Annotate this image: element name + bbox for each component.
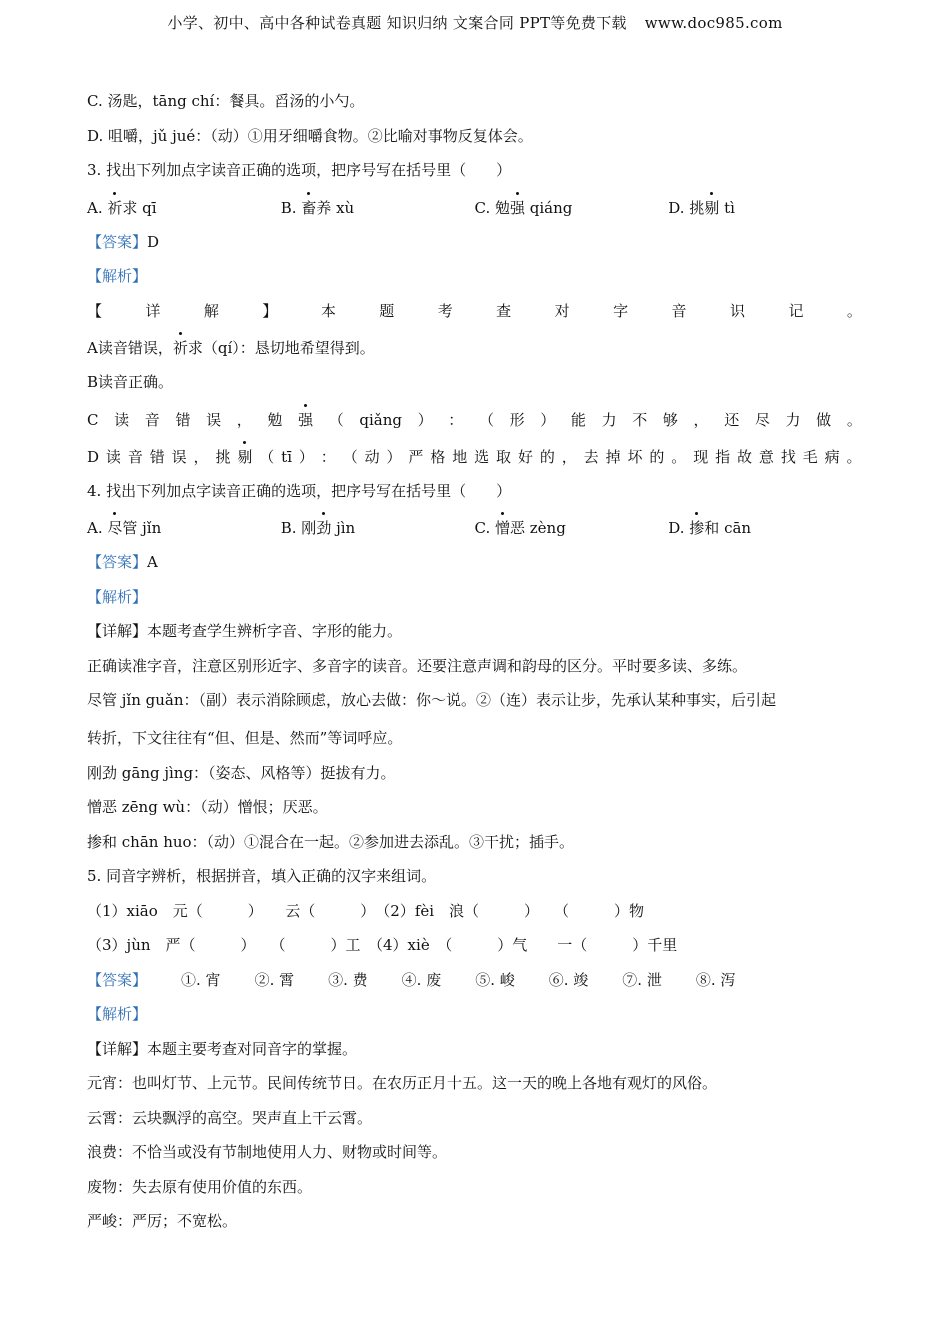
q5-explanation-4: 废物：失去原有使用价值的东西。 (87, 1177, 313, 1196)
q5-analysis-label: 【解析】 (87, 1005, 148, 1023)
glyph: 取 (496, 447, 512, 466)
answer-item: ③. 费 (328, 970, 368, 989)
glyph: 读 (105, 447, 121, 466)
q5-row-2: （3）jùn 严（ ） （ ）工 （4）xiè （ ）气 一（ ）千里 (87, 936, 678, 954)
glyph: 还 (724, 410, 740, 429)
q3-option-c: C. 勉强 qiáng (475, 188, 669, 225)
glyph: D (87, 447, 100, 466)
glyph: 误 (206, 410, 222, 429)
glyph: 错 (149, 447, 165, 466)
glyph: ， (236, 410, 252, 429)
answer-list (147, 963, 735, 998)
glyph: 识 (729, 301, 745, 320)
q3-option-a: A. 祈求 qī (87, 188, 281, 225)
glyph: ） (540, 410, 556, 429)
glyph: 音 (127, 447, 143, 466)
q4-option-a: A. 尽管 jǐn (87, 508, 281, 545)
dotted-char: 憎 (495, 508, 510, 548)
glyph: 字 (613, 301, 629, 320)
glyph: 指 (715, 447, 731, 466)
answer-item: ⑧. 泻 (695, 970, 736, 989)
q4-paragraph-5: 掺和 chān huo：（动）①混合在一起。②参加进去添乱。③干扰；插手。 (87, 832, 575, 851)
dotted-char: 剔 (704, 188, 719, 228)
detail-label: 【详解】 (87, 622, 148, 640)
glyph: ） (417, 410, 433, 429)
glyph: 格 (430, 447, 446, 466)
answer-label: 【答案】 (87, 232, 148, 251)
q3-explanation-d (87, 437, 862, 474)
glyph: C (87, 410, 99, 429)
glyph: 的 (539, 447, 555, 466)
q3-detail (87, 294, 862, 329)
glyph: 够 (662, 410, 678, 429)
glyph: 尽 (754, 410, 770, 429)
header-url[interactable]: www.doc985.com (644, 14, 783, 32)
detail-label: 【详解】 (87, 1039, 148, 1058)
answer-item: ②. 霄 (254, 970, 295, 989)
glyph: ， (693, 410, 709, 429)
glyph: 解 (203, 301, 219, 320)
dotted-char: 劲 (316, 508, 331, 548)
q4-paragraph-4: 憎恶 zēng wù：（动）憎恨；厌恶。 (87, 798, 328, 816)
q5-explanation-2: 云霄：云块飘浮的高空。哭声直上干云霄。 (87, 1108, 373, 1127)
glyph: 好 (517, 447, 533, 466)
q5-row-1: （1）xiāo 元（ ） 云（ ） （2）fèi 浪（ ） （ ）物 (87, 901, 645, 920)
answer-item: ⑤. 峻 (475, 970, 515, 989)
q4-options (87, 508, 862, 545)
glyph: 掉 (605, 447, 621, 466)
answer-item: ⑦. 泄 (622, 970, 662, 989)
glyph: 地 (452, 447, 468, 466)
q4-paragraph-1: 正确读准字音，注意区别形近字、多音字的读音。还要注意声调和韵母的区分。平时要多读、多练。 (87, 656, 748, 675)
glyph: 形 (509, 410, 525, 429)
glyph: 动 (364, 447, 380, 466)
glyph: 去 (583, 447, 599, 466)
q5-explanation-1: 元宵：也叫灯节、上元节。民间传统节日。在农历正月十五。这一天的晚上各地有观灯的风俗。 (87, 1074, 718, 1092)
glyph: 题 (379, 301, 395, 320)
glyph: 音 (671, 301, 687, 320)
glyph: 详 (145, 301, 161, 320)
glyph: 做 (816, 410, 832, 429)
dotted-char: 强 (510, 188, 525, 228)
glyph: 的 (649, 447, 665, 466)
detail-text: 本题考查学生辨析字音、字形的能力。 (147, 622, 403, 640)
q5-detail (87, 1032, 862, 1067)
glyph: 故 (737, 447, 753, 466)
glyph: 力 (601, 410, 617, 429)
q4-option-b: B. 刚劲 jìn (281, 508, 475, 545)
glyph: 勉 (267, 410, 283, 429)
q3-analysis-label: 【解析】 (87, 267, 148, 285)
glyph: （ (478, 410, 494, 429)
glyph: 音 (144, 410, 160, 429)
q3-stem: 3. 找出下列加点字读音正确的选项，把序号写在括号里（ ） (87, 161, 512, 179)
q4-option-d: D. 掺和 cān (668, 508, 862, 545)
glyph: 错 (175, 410, 191, 429)
dotted-char: 尽 (107, 508, 122, 548)
answer-label: 【答案】 (87, 553, 148, 571)
glyph: （ (259, 447, 275, 466)
glyph: 剔 (237, 437, 252, 474)
glyph: tī (281, 447, 292, 466)
q4-answer (87, 545, 862, 580)
glyph: （ (342, 447, 358, 466)
q4-option-c: C. 憎恶 zèng (475, 508, 669, 545)
glyph: 意 (758, 447, 774, 466)
glyph: 病 (824, 447, 840, 466)
glyph: 强 (298, 400, 313, 437)
glyph: ， (561, 447, 577, 466)
q3-option-b: B. 畜养 xù (281, 188, 475, 225)
detail-text: 本题主要考查对同音字的掌握。 (147, 1039, 358, 1058)
glyph: 能 (570, 410, 586, 429)
page-header (0, 12, 950, 33)
glyph: 严 (408, 447, 424, 466)
glyph: ： (320, 447, 336, 466)
glyph: 查 (496, 301, 512, 320)
glyph: qiǎng (359, 410, 402, 429)
glyph: 毛 (802, 447, 818, 466)
q5-explanation-3: 浪费：不恰当或没有节制地使用人力、财物或时间等。 (87, 1143, 448, 1161)
q4-paragraph-3: 刚劲 gāng jìng：（姿态、风格等）挺拔有力。 (87, 763, 396, 782)
glyph: 。 (671, 447, 687, 466)
glyph: 。 (846, 447, 862, 466)
glyph: 本 (320, 301, 336, 320)
dotted-char: 畜 (301, 188, 316, 228)
q3-explanation-b: B读音正确。 (87, 373, 174, 391)
glyph: 不 (632, 410, 648, 429)
glyph: 坏 (627, 447, 643, 466)
answer-value: D (147, 232, 160, 251)
glyph: 现 (693, 447, 709, 466)
q2-option-c-explanation: C. 汤匙，tāng chí：餐具。舀汤的小勺。 (87, 92, 365, 110)
dotted-char: 掺 (689, 508, 704, 548)
q2-option-d-explanation: D. 咀嚼，jǔ jué：（动）①用牙细嚼食物。②比喻对事物反复体会。 (87, 126, 533, 145)
glyph: 找 (780, 447, 796, 466)
glyph: 读 (114, 410, 130, 429)
glyph: （ (328, 410, 344, 429)
q4-detail (87, 614, 862, 649)
glyph: 【 (87, 301, 103, 320)
answer-item: ④. 废 (401, 970, 442, 989)
q3-option-d: D. 挑剔 tì (668, 188, 862, 225)
glyph: 对 (554, 301, 570, 320)
dotted-char: 祈 (173, 328, 188, 368)
glyph: ： (448, 410, 464, 429)
q4-stem: 4. 找出下列加点字读音正确的选项，把序号写在括号里（ ） (87, 481, 512, 500)
glyph: ） (386, 447, 402, 466)
glyph: ） (298, 447, 314, 466)
q4-paragraph-2a: 尽管 jǐn guǎn：（副）表示消除顾虑，放心去做：你～说。②（连）表示让步，先承认某种事实，后引起 (87, 691, 777, 709)
q3-explanation-c (87, 400, 862, 437)
q3-options (87, 188, 862, 225)
q5-stem: 5. 同音字辨析，根据拼音，填入正确的汉字来组词。 (87, 867, 437, 885)
glyph: 误 (171, 447, 187, 466)
glyph: 。 (846, 410, 862, 429)
glyph: 】 (262, 301, 278, 320)
q3-explanation-a: A读音错误，祈求（qí）：恳切地希望得到。 (87, 328, 862, 365)
header-banner: 小学、初中、高中各种试卷真题 知识归纳 文案合同 PPT等免费下载 (167, 14, 627, 32)
glyph: 力 (785, 410, 801, 429)
q4-paragraph-2b: 转折，下文往往有“但、但是、然而”等词呼应。 (87, 729, 403, 747)
q5-explanation-5: 严峻：严厉；不宽松。 (87, 1212, 238, 1230)
glyph: ， (193, 447, 209, 466)
glyph: 考 (437, 301, 453, 320)
q4-analysis-label: 【解析】 (87, 587, 148, 606)
q5-answer (87, 963, 862, 998)
q3-answer (87, 225, 862, 260)
document-body (87, 84, 862, 1239)
glyph: 。 (846, 301, 862, 320)
answer-item: ①. 宵 (181, 970, 221, 989)
glyph: 挑 (215, 447, 231, 466)
glyph: 选 (474, 447, 490, 466)
answer-item: ⑥. 竣 (548, 970, 589, 989)
dotted-char: 祈 (107, 188, 122, 228)
glyph: 记 (788, 301, 804, 320)
answer-value: A (147, 553, 158, 571)
answer-label: 【答案】 (87, 970, 148, 989)
